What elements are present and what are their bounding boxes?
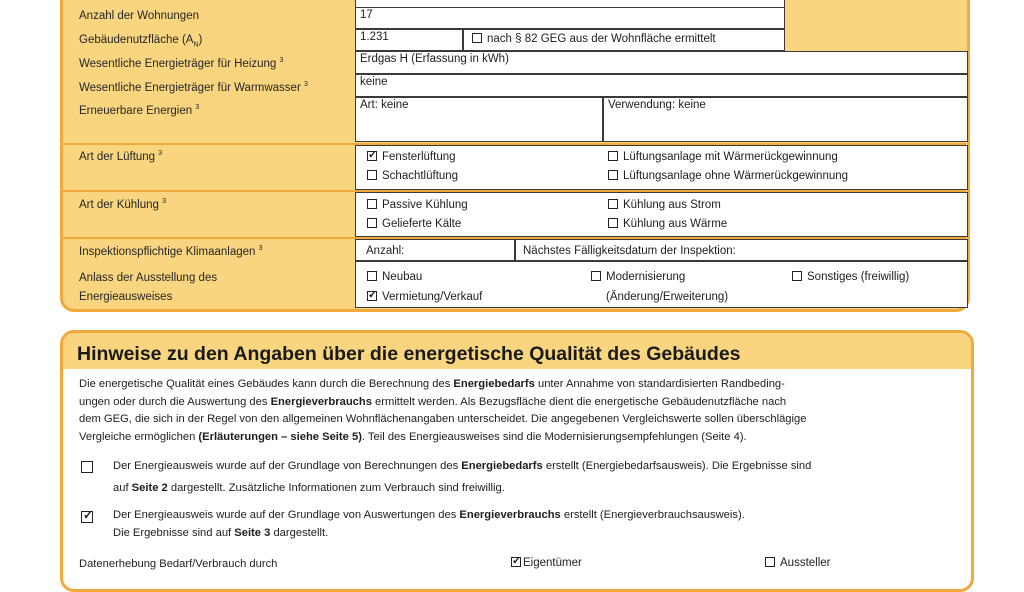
checkbox-bedarfsausweis[interactable] [81,461,93,473]
checkbox-schachtlueftung[interactable] [367,170,377,180]
option-modernisierung[interactable]: Modernisierung [591,271,685,283]
label-warmwasser: Wesentliche Energieträger für Warmwasser $^3$ [79,81,308,94]
checkbox-neubau[interactable] [367,271,377,281]
option-sonstiges[interactable]: Sonstiges (freiwillig) [792,271,909,283]
value-warmwasser: keine [355,74,968,97]
checkbox-sonstiges[interactable] [792,271,802,281]
value-klima-anzahl: Anzahl: [355,239,515,261]
option-neubau[interactable]: Neubau [367,271,422,283]
paragraph-line-2: ungen oder durch die Auswertung des Energieverbrauchs ermittelt werden. Als Bezugsfläche dient die energetische Gebäudenutzfläche nach [79,395,787,408]
value-klima-faellig: Nächstes Fälligkeitsdatum der Inspektion: [515,239,968,261]
label-nutzflaeche: Gebäudenutzfläche $(A_N)$ [79,34,203,49]
checkbox-kuehlung-strom[interactable] [608,199,618,209]
bedarf-line-1: Der Energieausweis wurde auf der Grundlage von Berechnungen des Energiebedarfs erstellt (Energiebedarfsausweis). Die Ergebnisse sind [113,460,812,472]
verbrauch-line-2: Die Ergebnisse sind auf Seite 3 dargestellt. [113,526,329,539]
option-verbrauchsausweis [113,507,973,542]
checkbox-vermietung-verkauf[interactable] [367,291,377,301]
option-schachtlueftung[interactable]: Schachtlüftung [367,170,458,182]
label-heizung: Wesentliche Energieträger für Heizung $^3$ [79,57,284,70]
checkbox-gelieferte-kaelte[interactable] [367,218,377,228]
label-kuehlung: Art der Kühlung $^3$ [79,198,167,211]
option-bedarfsausweis [113,458,973,497]
checkbox-modernisierung[interactable] [591,271,601,281]
option-modernisierung-detail: (Änderung/Erweiterung) [606,291,729,303]
checkbox-lueftung-ohne-wrg[interactable] [608,170,618,180]
bedarf-line-2: auf Seite 2 dargestellt. Zusätzliche Informationen zum Verbrauch sind freiwillig. [113,481,505,494]
checkbox-lueftung-mit-wrg[interactable] [608,151,618,161]
label-erneuerbar: Erneuerbare Energien $^3$ [79,104,200,117]
label-datenerhebung: Datenerhebung Bedarf/Verbrauch durch [79,558,278,570]
nutzflaeche-option[interactable]: nach § 82 GEG aus der Wohnfläche ermittelt [472,33,716,45]
checkbox-aussteller[interactable] [765,557,775,567]
checkbox-eigentuemer[interactable] [511,557,521,567]
value-wohnungen: 17 [355,7,785,29]
paragraph-line-1: Die energetische Qualität eines Gebäudes kann durch die Berechnung des Energiebedarfs unter Annahme von standardisierten Randbeding- [79,378,785,390]
paragraph-line-4: Vergleiche ermöglichen (Erläuterungen – siehe Seite 5). Teil des Energieausweises sind die Modernisierungsempfehlungen (Seite 4). [79,430,747,443]
option-aussteller[interactable]: Aussteller [765,557,831,569]
option-vermietung-verkauf[interactable]: ✓Vermietung/Verkauf [367,291,482,303]
option-kuehlung-waerme[interactable]: Kühlung aus Wärme [608,218,727,230]
value-nutzflaeche: 1.231 [355,29,463,51]
nutzflaeche-checkbox[interactable] [472,33,482,43]
checkbox-kuehlung-waerme[interactable] [608,218,618,228]
value-erneuerbar-verwendung: Verwendung: keine [603,97,968,142]
verbrauch-line-1: Der Energieausweis wurde auf der Grundlage von Auswertungen des Energieverbrauchs erstellt (Energieverbrauchsausweis). [113,509,745,521]
checkbox-verbrauchsausweis[interactable] [81,511,93,523]
option-lueftung-ohne-wrg[interactable]: Lüftungsanlage ohne Wärmerückgewinnung [608,170,848,182]
checkbox-fensterlueftung[interactable] [367,151,377,161]
label-anlass: Anlass der Ausstellung des Energieausweises [79,272,218,303]
label-klima: Inspektionspflichtige Klimaanlagen $^3$ [79,245,263,258]
option-eigentuemer[interactable]: ✓ Eigentümer [511,557,582,569]
hinweise-title: Hinweise zu den Angaben über die energetische Qualität des Gebäudes [77,343,741,365]
option-fensterlueftung[interactable]: ✓ Fensterlüftung [367,151,456,163]
option-kuehlung-strom[interactable]: Kühlung aus Strom [608,199,721,211]
paragraph-line-3: dem GEG, die sich in der Regel von den allgemeinen Wohnflächenangaben unterscheidet. Die angegebenen Vergleichswerte sollen überschlägige [79,413,807,425]
label-lueftung: Art der Lüftung $^3$ [79,150,163,163]
option-passive-kuehlung[interactable]: Passive Kühlung [367,199,468,211]
value-erneuerbar-art: Art: keine [355,97,603,142]
value-heizung: Erdgas H (Erfassung in kWh) [355,51,968,74]
label-wohnungen: Anzahl der Wohnungen [79,10,199,22]
option-gelieferte-kaelte[interactable]: Gelieferte Kälte [367,218,461,230]
checkbox-passive-kuehlung[interactable] [367,199,377,209]
hinweise-paragraph [79,376,969,446]
option-lueftung-mit-wrg[interactable]: Lüftungsanlage mit Wärmerückgewinnung [608,151,838,163]
